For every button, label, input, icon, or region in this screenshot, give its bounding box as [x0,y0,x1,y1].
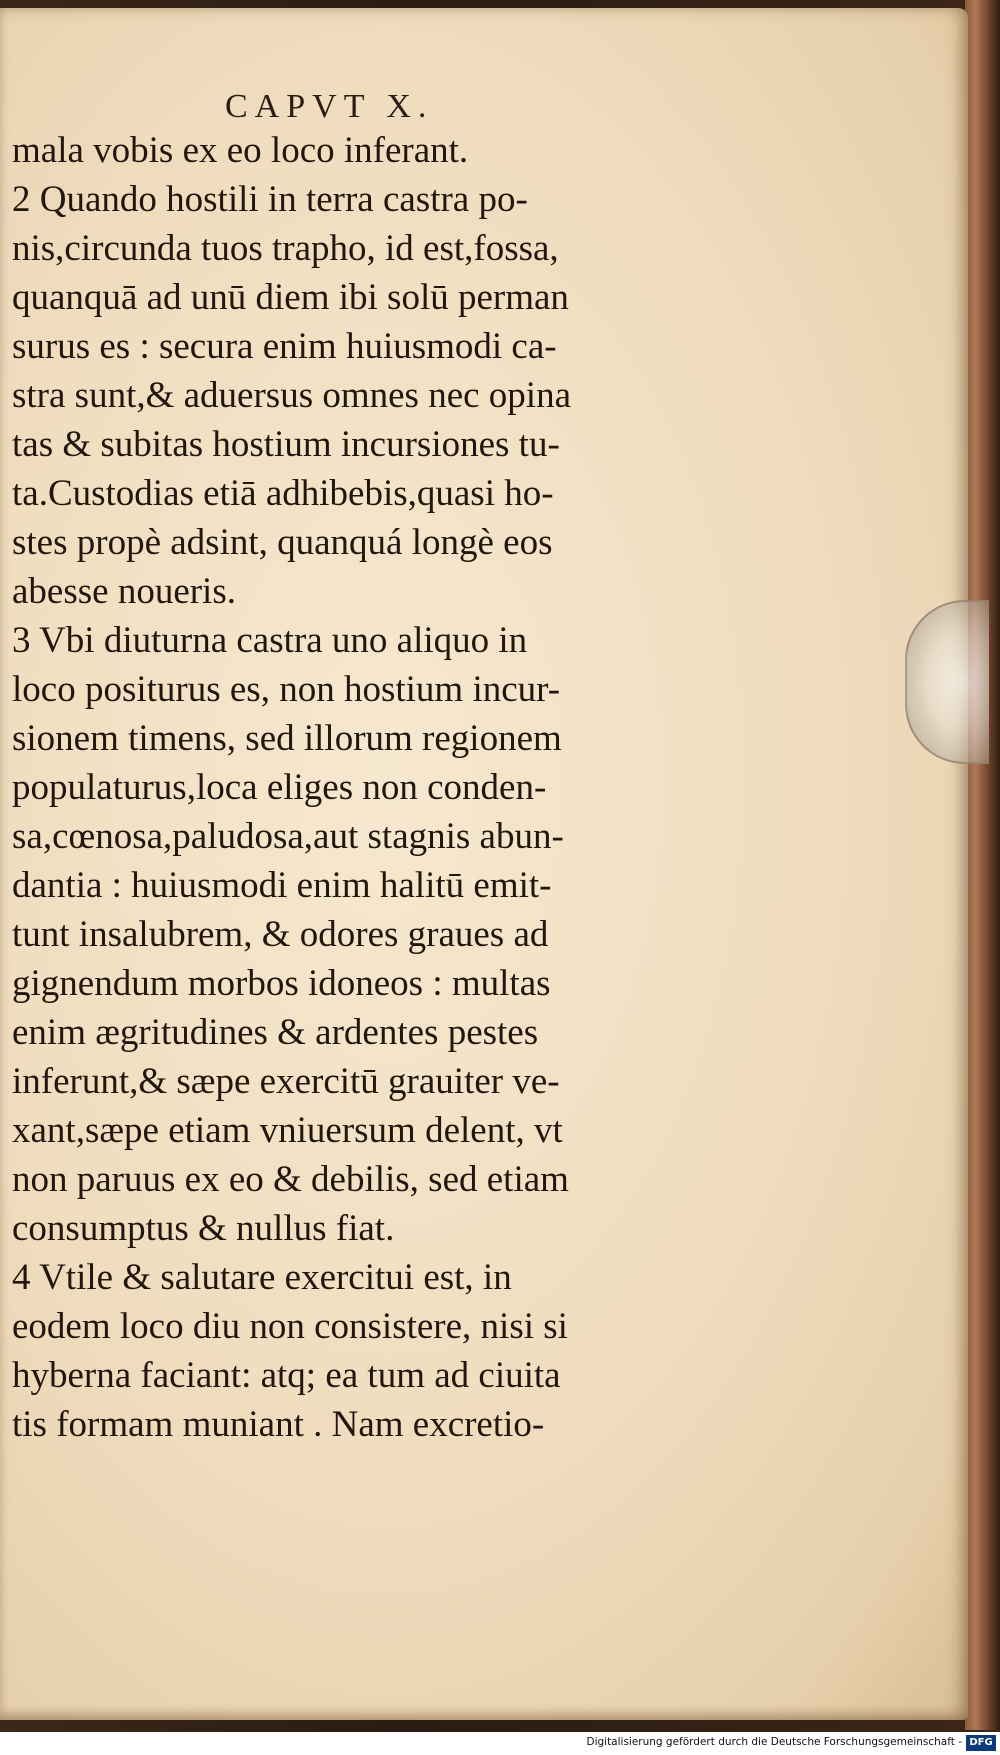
text-line: mala vobis ex eo loco inferant. [12,130,469,171]
dfg-logo: DFG [966,1735,996,1751]
text-line: ta.Custodias etiā adhibebis,quasi ho- [12,473,554,514]
book-page [0,8,968,1720]
text-line: nis,circunda tuos trapho, id est,fossa, [12,228,559,269]
text-line: 4 Vtile & salutare exercitui est, in [12,1257,512,1298]
text-line: loco positurus es, non hostium incur- [12,669,561,710]
text-line: enim ægritudines & ardentes pestes [12,1012,539,1053]
text-line: dantia : huiusmodi enim halitū emit- [12,865,552,906]
text-line: 3 Vbi diuturna castra uno aliquo in [12,620,528,661]
text-line: tunt insalubrem, & odores graues ad [12,914,549,955]
funding-credit: Digitalisierung gefördert durch die Deutsche Forschungsgemeinschaft - [586,1736,962,1748]
text-line: tis formam muniant . Nam excretio- [12,1404,545,1445]
page-clip [905,600,989,764]
text-line: non paruus ex eo & debilis, sed etiam [12,1159,569,1200]
text-line: populaturus,loca eliges non conden- [12,767,547,808]
footer-bar [0,1732,1000,1755]
text-line: sionem timens, sed illorum regionem [12,718,562,759]
text-line: hyberna faciant: atq; ea tum ad ciuita [12,1355,561,1396]
text-line: consumptus & nullus fiat. [12,1208,395,1249]
text-line: surus es : secura enim huiusmodi ca- [12,326,557,367]
text-line: stra sunt,& aduersus omnes nec opina [12,375,571,416]
text-line: abesse noueris. [12,571,236,612]
text-line: 2 Quando hostili in terra castra po- [12,179,528,220]
text-line: stes propè adsint, quanquá longè eos [12,522,553,563]
body-text [12,126,732,1449]
text-line: tas & subitas hostium incursiones tu- [12,424,560,465]
text-line: quanquā ad unū diem ibi solū perman [12,277,569,318]
text-line: inferunt,& sæpe exercitū grauiter ve- [12,1061,560,1102]
book-edge [965,0,1000,1730]
text-line: xant,sæpe etiam vniuersum delent, vt [12,1110,563,1151]
running-head: CAPVT X. [225,88,434,125]
text-line: gignendum morbos idoneos : multas [12,963,551,1004]
text-line: sa,cœnosa,paludosa,aut stagnis abun- [12,816,564,857]
text-line: eodem loco diu non consistere, nisi si [12,1306,568,1347]
